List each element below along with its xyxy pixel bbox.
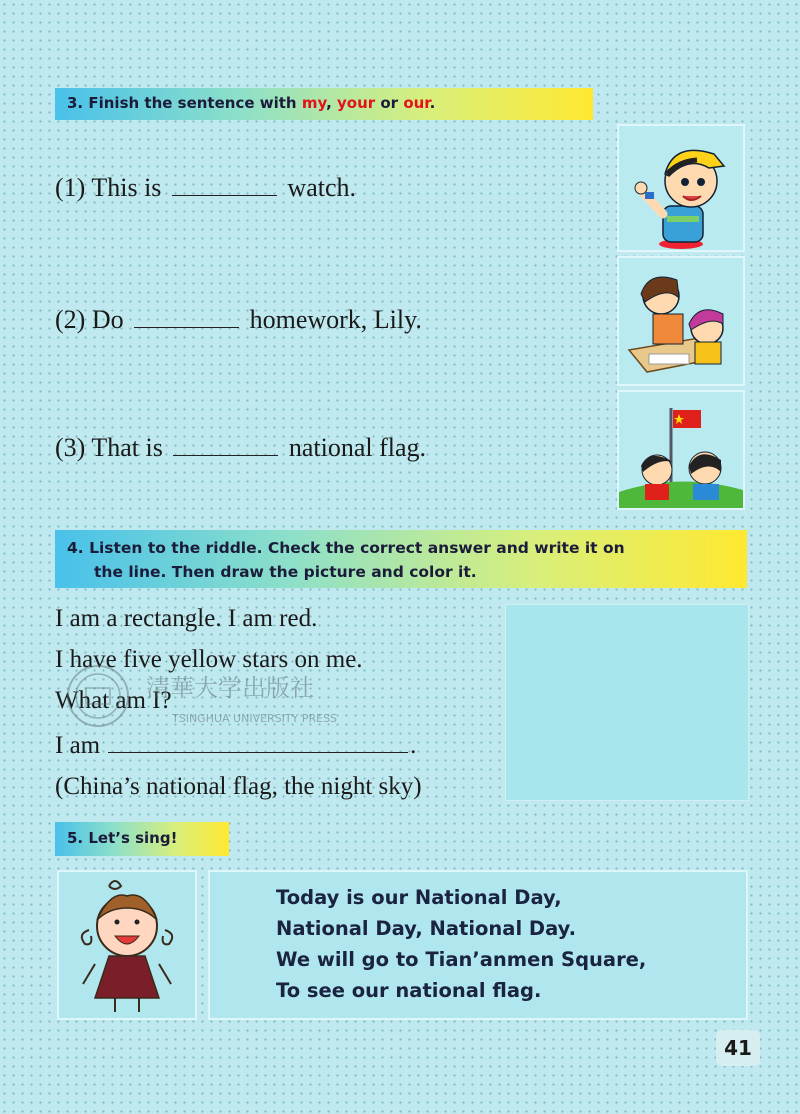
sentence-1: [55, 173, 356, 203]
section-5-instruction: [55, 822, 229, 856]
answer-prefix: I am: [55, 732, 101, 759]
publisher-watermark: [60, 660, 370, 740]
sentence-2: [55, 305, 422, 335]
lyric-line-3: We will go to Tian’anmen Square,: [276, 948, 647, 971]
riddle-line: I am a rectangle. I am red.: [55, 605, 318, 632]
answer-blank-3[interactable]: [173, 435, 278, 456]
sentence-text: (3) That is: [55, 433, 163, 462]
word-my: my: [301, 94, 327, 112]
page-number: 41: [716, 1030, 760, 1066]
song-lyrics-box: [208, 870, 748, 1020]
answer-period: .: [410, 732, 417, 759]
lyric-line-2: National Day, National Day.: [276, 917, 577, 940]
instruction-line-2: the line. Then draw the picture and color it.: [94, 563, 477, 581]
section-4-instruction: [55, 530, 747, 588]
singing-girl-illustration: [57, 870, 197, 1020]
separator: or: [375, 94, 404, 112]
section-3-instruction: [55, 88, 593, 120]
drawing-area[interactable]: [505, 604, 749, 801]
answer-blank-2[interactable]: [134, 307, 239, 328]
period: .: [429, 94, 436, 112]
flag-raising-illustration: [617, 390, 745, 510]
sentence-text: watch.: [287, 173, 357, 202]
riddle-line: I have five yellow stars on me.: [55, 646, 363, 673]
sentence-text: national flag.: [288, 433, 427, 462]
instruction-text: 5. Let’s sing!: [67, 829, 178, 847]
word-your: your: [336, 94, 376, 112]
watermark-en-text: TSINGHUA UNIVERSITY PRESS: [172, 712, 338, 725]
boy-with-watch-illustration: [617, 124, 745, 252]
sentence-3: [55, 433, 426, 463]
sentence-text: (2) Do: [55, 305, 124, 334]
instruction-text: 3. Finish the sentence with: [67, 94, 302, 112]
homework-illustration: [617, 256, 745, 386]
watermark-cn-text: 清華大学出版社: [146, 674, 314, 702]
word-our: our: [403, 94, 430, 112]
sentence-text: (1) This is: [55, 173, 162, 202]
answer-options: (China’s national flag, the night sky): [55, 773, 422, 800]
instruction-line-1: 4. Listen to the riddle. Check the correct answer and write it on: [67, 539, 625, 557]
separator: ,: [326, 94, 337, 112]
answer-blank-1[interactable]: [172, 175, 277, 196]
lyric-line-4: To see our national flag.: [276, 979, 542, 1002]
sentence-text: homework, Lily.: [249, 305, 422, 334]
riddle-line: What am I?: [55, 687, 172, 714]
lyric-line-1: Today is our National Day,: [276, 886, 562, 909]
